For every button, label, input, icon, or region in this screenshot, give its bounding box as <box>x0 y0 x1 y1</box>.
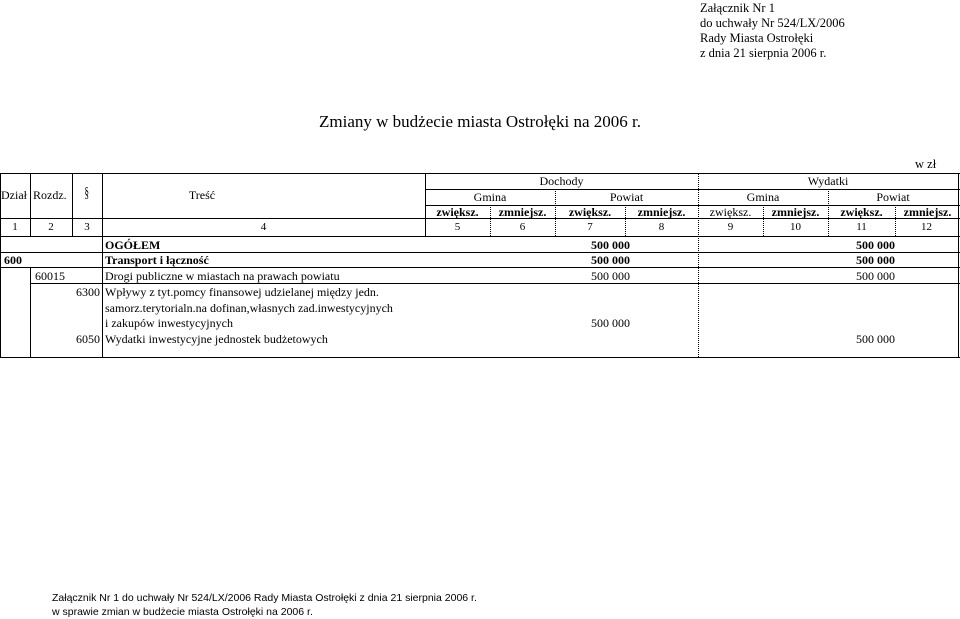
attachment-line-1: Załącznik Nr 1 <box>700 1 775 15</box>
header-gmina-wydatki: Gmina <box>746 190 780 204</box>
row-60015-code: 60015 <box>35 269 65 283</box>
row-total-expense: 500 000 <box>856 238 895 252</box>
attachment-line-4: z dnia 21 sierpnia 2006 r. <box>700 46 827 60</box>
row-60015-label: Drogi publiczne w miastach na prawach powiatu <box>105 269 340 283</box>
footer-line-1: Załącznik Nr 1 do uchwały Nr 524/LX/2006 Rady Miasta Ostrołęki z dnia 21 sierpnia 2006 r. <box>52 592 477 604</box>
header-powiat-dochody: Powiat <box>609 190 644 204</box>
grid-line <box>0 357 960 358</box>
header-dzial: Dział <box>1 188 27 202</box>
row-6300-code: 6300 <box>76 285 100 299</box>
header-sub: zmniejsz. <box>637 205 686 219</box>
header-sub: zwiększ. <box>709 205 752 219</box>
footer-line-2: w sprawie zmian w budżecie miasta Ostrołęki na 2006 r. <box>52 606 313 618</box>
header-tresc: Treść <box>188 188 216 202</box>
column-number: 6 <box>519 221 526 233</box>
row-6300-revenue: 500 000 <box>591 316 630 330</box>
page-title: Zmiany w budżecie miasta Ostrołęki na 2006 r. <box>319 112 641 131</box>
header-sub: zwiększ. <box>840 205 883 219</box>
column-number: 2 <box>48 221 54 233</box>
header-gmina-dochody: Gmina <box>473 190 507 204</box>
attachment-line-3: Rady Miasta Ostrołęki <box>700 31 814 45</box>
row-6050-label: Wydatki inwestycyjne jednostek budżetowych <box>105 332 328 346</box>
column-number: 10 <box>790 221 801 233</box>
header-sub: zwiększ. <box>436 205 479 219</box>
column-number: 5 <box>454 221 461 233</box>
row-total-label: OGÓŁEM <box>105 238 161 252</box>
column-number: 1 <box>12 221 18 233</box>
column-number: 4 <box>260 221 267 233</box>
header-powiat-wydatki: Powiat <box>876 190 910 204</box>
row-total-revenue: 500 000 <box>591 238 630 252</box>
unit-label: w zł <box>915 157 937 171</box>
row-6050-expense: 500 000 <box>856 332 895 346</box>
grid-line <box>30 267 31 357</box>
row-600-code: 600 <box>4 253 22 267</box>
header-wydatki: Wydatki <box>807 174 849 188</box>
header-sub: zmniejsz. <box>903 205 952 219</box>
row-600-revenue: 500 000 <box>591 253 630 267</box>
row-6300-label-3: i zakupów inwestycyjnych <box>105 316 233 330</box>
row-600-expense: 500 000 <box>856 253 895 267</box>
column-number: 7 <box>587 221 593 233</box>
header-rozdz: Rozdz. <box>33 188 67 202</box>
column-number: 8 <box>658 221 665 233</box>
column-number: 9 <box>727 221 734 233</box>
row-60015-expense: 500 000 <box>856 269 895 283</box>
row-6050-code: 6050 <box>76 332 100 346</box>
grid-line <box>958 173 959 357</box>
attachment-line-2: do uchwały Nr 524/LX/2006 <box>700 16 845 30</box>
row-6300-label-2: samorz.terytorialn.na dofinan,własnych zad.inwestycyjnych <box>105 301 393 315</box>
row-600-label: Transport i łączność <box>105 253 209 267</box>
header-sub: zmniejsz. <box>498 205 547 219</box>
column-number: 12 <box>921 221 932 233</box>
header-sub: zwiększ. <box>568 205 612 219</box>
grid-line <box>0 236 960 237</box>
header-sub: zmniejsz. <box>771 205 820 219</box>
section-sign-icon: § <box>84 185 89 201</box>
column-number: 3 <box>84 221 90 233</box>
row-60015-revenue: 500 000 <box>591 269 630 283</box>
column-number: 11 <box>856 221 867 233</box>
row-6300-label-1: Wpływy z tyt.pomcy finansowej udzielanej między jedn. <box>105 285 379 299</box>
grid-line <box>102 236 103 357</box>
header-dochody: Dochody <box>539 174 584 188</box>
